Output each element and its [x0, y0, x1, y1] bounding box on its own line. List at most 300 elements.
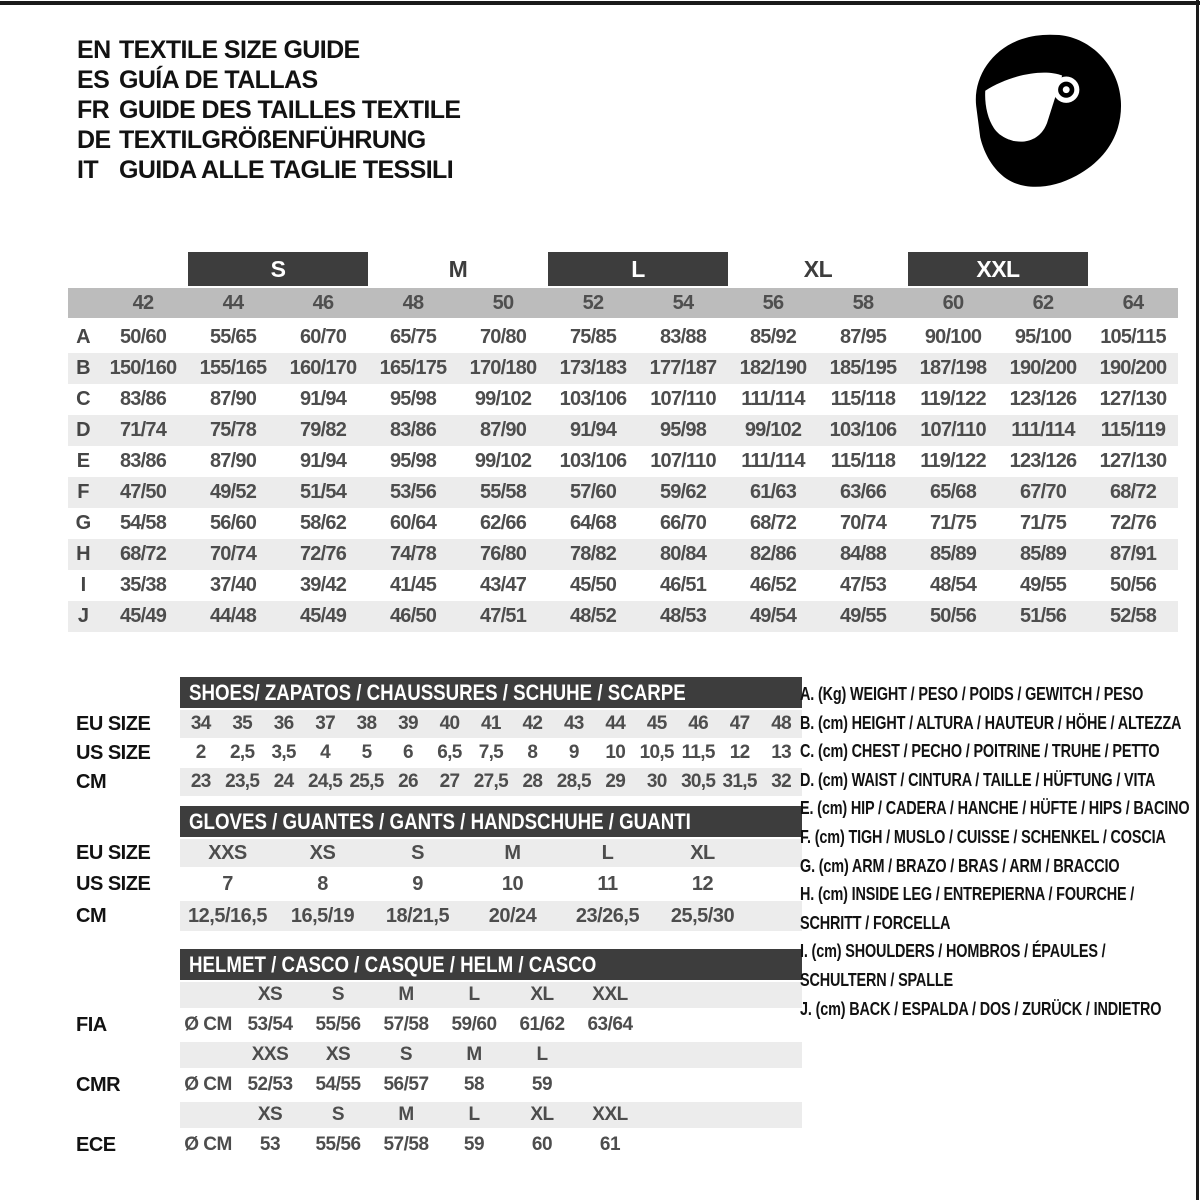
table-cell: 85/89	[1019, 543, 1067, 565]
section-cell: 20/24	[488, 904, 537, 927]
section-row-grid	[180, 710, 802, 738]
language-label: GUIDA ALLE TAGLIE TESSILI	[119, 156, 454, 184]
section-cell: 30	[646, 771, 667, 792]
table-cell: 65/68	[929, 481, 977, 503]
section-cell: 23/26,5	[575, 904, 640, 927]
section-row-label: EU SIZE	[76, 712, 151, 735]
table-cell: 79/82	[299, 419, 347, 441]
section-row-label: US SIZE	[76, 872, 151, 895]
shoes-title: SHOES/ ZAPATOS / CHAUSSURES / SCHUHE / SCARPE	[189, 679, 686, 705]
table-cell: 107/110	[650, 450, 716, 472]
helmet-value-cell: 61	[599, 1134, 621, 1155]
measurement-legend	[800, 680, 1192, 1023]
section-cell: 42	[522, 713, 543, 734]
table-cell: 68/72	[749, 512, 797, 534]
section-cell: 3,5	[271, 742, 296, 763]
helmet-size-label: L	[468, 984, 480, 1005]
section-row-label: CM	[76, 770, 107, 793]
shoes-section	[68, 677, 808, 796]
table-cell: 41/45	[389, 574, 437, 596]
section-cell: 27,5	[473, 771, 508, 792]
helmet-size-label: S	[331, 984, 345, 1005]
table-cell: 85/92	[749, 326, 797, 348]
section-row-band	[180, 1042, 802, 1068]
gloves-header-bar	[180, 806, 802, 837]
language-label: TEXTILGRÖßENFÜHRUNG	[119, 126, 426, 154]
size-column-header: 46	[312, 291, 334, 314]
helmet-size-label: XS	[257, 984, 283, 1005]
helmet-size-row	[68, 1042, 808, 1068]
table-cell: 155/165	[199, 357, 267, 379]
section-row-band	[180, 1128, 802, 1162]
legend-item: E. (cm) HIP / CADERA / HANCHE / HÜFTE / HIPS / BACINO	[800, 797, 1190, 819]
table-cell: 127/130	[1099, 388, 1167, 410]
section-cell: 28	[522, 771, 543, 792]
table-cell: 75/85	[569, 326, 617, 348]
language-list	[77, 38, 461, 182]
table-cell: 70/74	[209, 543, 257, 565]
unit-cell: Ø CM	[184, 1014, 232, 1035]
language-label: GUÍA DE TALLAS	[119, 66, 318, 94]
section-cell: 24	[273, 771, 294, 792]
language-code: DE	[77, 126, 111, 154]
table-cell: 61/63	[749, 481, 797, 503]
size-column-header: 48	[402, 291, 424, 314]
helmet-size-label: L	[468, 1104, 480, 1125]
table-cell: 68/72	[1109, 481, 1157, 503]
size-group-s: S	[188, 252, 368, 286]
section-row-label	[68, 982, 180, 1008]
image-right-border	[1196, 0, 1199, 1200]
helmet-value-row	[68, 1008, 808, 1042]
table-cell: 51/56	[1019, 605, 1067, 627]
helmet-size-label: XL	[530, 1104, 554, 1125]
section-cell: XXS	[208, 841, 247, 864]
section-cell: 7,5	[478, 742, 504, 763]
table-cell: 47/50	[119, 481, 167, 503]
table-cell: 173/183	[559, 357, 627, 379]
section-row-grid	[180, 1042, 644, 1068]
legend-item: A. (Kg) WEIGHT / PESO / POIDS / GEWITCH / PESO	[800, 683, 1144, 704]
table-cell: 44/48	[209, 605, 257, 627]
size-group-l: L	[548, 252, 728, 286]
table-cell: 119/122	[920, 450, 986, 472]
table-cell: 45/50	[569, 574, 617, 596]
helmet-size-label: XXL	[592, 984, 628, 1005]
helmet-value-cell: 63/64	[587, 1014, 633, 1035]
section-row-grid	[180, 839, 750, 867]
table-cell: 60/70	[299, 326, 347, 348]
table-cell: 177/187	[649, 357, 717, 379]
table-cell: 75/78	[209, 419, 257, 441]
language-code: FR	[77, 96, 110, 124]
table-cell: 150/160	[109, 357, 177, 379]
section-cell: 2,5	[230, 742, 255, 763]
legend-item: H. (cm) INSIDE LEG / ENTREPIERNA / FOURCHE / SCHRITT / FORCELLA	[800, 883, 1135, 933]
textile-size-table	[68, 252, 1178, 632]
table-cell: 49/55	[1019, 574, 1067, 596]
section-cell: 10	[501, 872, 524, 895]
section-cell: 5	[361, 742, 372, 763]
legend-item: J. (cm) BACK / ESPALDA / DOS / ZURÜCK / INDIETRO	[800, 997, 1162, 1019]
table-cell: 49/52	[209, 481, 257, 503]
table-cell: 187/198	[919, 357, 987, 379]
row-label: E	[76, 450, 90, 472]
section-cell: XL	[690, 841, 715, 864]
section-row-grid	[180, 1068, 644, 1102]
section-cell: XS	[309, 841, 336, 864]
section-cell: 45	[646, 713, 667, 734]
table-cell: 91/94	[299, 450, 347, 472]
table-cell: 99/102	[474, 388, 532, 410]
language-code: EN	[77, 36, 111, 64]
section-row	[68, 839, 808, 867]
section-row	[68, 867, 808, 901]
section-cell: 4	[320, 742, 331, 763]
size-column-header: 56	[762, 291, 784, 314]
legend-item: D. (cm) WAIST / CINTURA / TAILLE / HÜFTUNG / VITA	[800, 768, 1156, 790]
size-column-header: 52	[582, 291, 604, 314]
table-cell: 47/53	[839, 574, 887, 596]
image-top-border	[0, 1, 1200, 5]
row-label: I	[80, 574, 86, 596]
section-cell: 12	[691, 872, 714, 895]
table-row	[68, 570, 1178, 601]
helmet-value-cell: 59	[531, 1074, 553, 1095]
section-row-grid	[180, 1008, 644, 1042]
table-cell: 55/65	[209, 326, 257, 348]
table-cell: 190/200	[1099, 357, 1167, 379]
table-cell: 59/62	[659, 481, 707, 503]
gloves-title: GLOVES / GUANTES / GANTS / HANDSCHUHE / GUANTI	[189, 808, 691, 834]
section-cell: 39	[398, 713, 418, 734]
racing-helmet-icon	[972, 30, 1124, 207]
table-cell: 76/80	[479, 543, 527, 565]
section-cell: 8	[317, 872, 328, 895]
section-cell: 18/21,5	[385, 904, 450, 927]
table-cell: 49/54	[749, 605, 797, 627]
size-column-header: 58	[852, 291, 874, 314]
table-cell: 90/100	[924, 326, 982, 348]
section-cell: 44	[605, 713, 626, 734]
table-cell: 170/180	[469, 357, 537, 379]
section-cell: 9	[568, 742, 579, 763]
section-row-band	[180, 1008, 802, 1042]
table-cell: 48/53	[659, 605, 707, 627]
section-cell: 9	[412, 872, 423, 895]
section-row-label	[68, 1042, 180, 1068]
section-row-grid	[180, 738, 802, 768]
table-cell: 182/190	[739, 357, 807, 379]
table-cell: 85/89	[929, 543, 977, 565]
table-cell: 45/49	[299, 605, 347, 627]
section-cell: 13	[771, 742, 791, 763]
table-cell: 70/74	[839, 512, 887, 534]
table-row	[68, 477, 1178, 508]
section-row-band	[180, 710, 802, 738]
gloves-section	[68, 806, 808, 931]
section-row	[68, 901, 808, 931]
section-cell: 8	[527, 742, 538, 763]
section-cell: 23	[190, 771, 211, 792]
section-row-label: CM	[76, 904, 107, 927]
section-cell: 10,5	[639, 742, 674, 763]
helmet-size-label: M	[398, 1104, 414, 1125]
helmet-value-cell: 57/58	[383, 1014, 429, 1035]
section-cell: 25,5/30	[670, 904, 735, 927]
table-cell: 45/49	[119, 605, 167, 627]
table-row	[68, 384, 1178, 415]
legend-item: C. (cm) CHEST / PECHO / POITRINE / TRUHE / PETTO	[800, 740, 1160, 762]
section-cell: 24,5	[307, 771, 343, 792]
size-column-header: 60	[942, 291, 964, 314]
table-cell: 95/98	[389, 388, 437, 410]
table-cell: 60/64	[389, 512, 437, 534]
table-cell: 55/58	[479, 481, 527, 503]
row-label: D	[76, 419, 90, 441]
section-cell: 32	[771, 771, 791, 792]
section-cell: 37	[315, 713, 335, 734]
section-row-band	[180, 1102, 802, 1128]
shoes-rows	[68, 710, 808, 796]
table-row	[68, 508, 1178, 539]
table-cell: 105/115	[1100, 326, 1166, 348]
helmet-size-label: S	[399, 1044, 413, 1065]
section-row-label: US SIZE	[76, 741, 151, 764]
helmet-size-label: M	[466, 1044, 482, 1065]
corner-cell	[68, 288, 98, 318]
section-row	[68, 768, 808, 796]
table-cell: 50/60	[119, 326, 167, 348]
helmet-value-cell: 56/57	[383, 1074, 429, 1095]
table-cell: 115/118	[830, 388, 896, 410]
table-cell: 52/58	[1109, 605, 1157, 627]
table-cell: 39/42	[299, 574, 347, 596]
section-cell: 2	[195, 742, 206, 763]
legend-item: B. (cm) HEIGHT / ALTURA / HAUTEUR / HÖHE / ALTEZZA	[800, 711, 1182, 733]
section-cell: 7	[222, 872, 233, 895]
section-cell: 40	[439, 713, 460, 734]
table-cell: 67/70	[1019, 481, 1067, 503]
table-cell: 82/86	[749, 543, 797, 565]
table-cell: 103/106	[559, 450, 627, 472]
table-row	[68, 415, 1178, 446]
table-cell: 115/119	[1100, 419, 1166, 441]
section-row-band	[180, 839, 802, 867]
helmet-value-cell: 52/53	[247, 1074, 293, 1095]
section-row-grid	[180, 1102, 644, 1128]
table-cell: 58/62	[299, 512, 347, 534]
table-row	[68, 539, 1178, 570]
table-cell: 83/86	[389, 419, 437, 441]
section-cell: 43	[563, 713, 584, 734]
row-label: C	[76, 388, 90, 410]
size-group-m: M	[448, 255, 468, 282]
table-cell: 66/70	[659, 512, 707, 534]
table-cell: 95/98	[659, 419, 707, 441]
section-cell: 29	[605, 771, 626, 792]
section-row-band	[180, 768, 802, 796]
section-cell: 10	[605, 742, 626, 763]
helmet-size-label: XL	[530, 984, 554, 1005]
table-cell: 35/38	[119, 574, 167, 596]
size-column-header: 42	[132, 291, 154, 314]
table-row	[68, 601, 1178, 632]
table-cell: 47/51	[479, 605, 527, 627]
table-cell: 103/106	[829, 419, 897, 441]
helmet-size-label: XS	[257, 1104, 283, 1125]
language-code: IT	[77, 156, 99, 184]
language-label: TEXTILE SIZE GUIDE	[119, 36, 360, 64]
table-cell: 103/106	[559, 388, 627, 410]
table-row	[68, 446, 1178, 477]
helmet-value-cell: 53	[259, 1134, 281, 1155]
table-cell: 57/60	[569, 481, 617, 503]
table-cell: 50/56	[1109, 574, 1157, 596]
section-row-band	[180, 867, 802, 901]
table-cell: 91/94	[569, 419, 617, 441]
helmet-section	[68, 949, 808, 1162]
table-cell: 48/52	[569, 605, 617, 627]
section-cell: 28,5	[556, 771, 591, 792]
helmet-size-row	[68, 982, 808, 1008]
section-row-band	[180, 982, 802, 1008]
section-cell: L	[601, 841, 614, 864]
table-cell: 37/40	[209, 574, 257, 596]
table-cell: 87/90	[209, 450, 257, 472]
gloves-rows	[68, 839, 808, 931]
section-cell: 30,5	[681, 771, 716, 792]
table-cell: 115/118	[830, 450, 896, 472]
section-cell: 36	[273, 713, 294, 734]
table-cell: 83/86	[119, 388, 167, 410]
helmet-size-label: XXS	[251, 1044, 289, 1065]
table-cell: 72/76	[299, 543, 347, 565]
table-cell: 71/74	[119, 419, 167, 441]
section-cell: 38	[356, 713, 377, 734]
table-cell: 62/66	[479, 512, 527, 534]
shoes-header-bar	[180, 677, 802, 708]
table-cell: 185/195	[829, 357, 897, 379]
table-cell: 68/72	[119, 543, 167, 565]
table-cell: 83/88	[659, 326, 707, 348]
table-cell: 84/88	[839, 543, 887, 565]
table-cell: 54/58	[119, 512, 167, 534]
row-label: H	[76, 543, 90, 565]
size-column-header: 54	[672, 291, 694, 314]
table-cell: 74/78	[389, 543, 437, 565]
table-cell: 80/84	[659, 543, 707, 565]
helmet-rows	[68, 982, 808, 1162]
helmet-size-label: XS	[325, 1044, 351, 1065]
table-cell: 99/102	[474, 450, 532, 472]
table-cell: 78/82	[569, 543, 617, 565]
table-cell: 119/122	[920, 388, 986, 410]
table-cell: 70/80	[479, 326, 527, 348]
section-cell: 25,5	[349, 771, 384, 792]
table-cell: 46/52	[749, 574, 797, 596]
table-cell: 87/90	[479, 419, 527, 441]
helmet-value-cell: 58	[463, 1074, 485, 1095]
section-cell: 11,5	[681, 742, 715, 763]
standard-label: FIA	[76, 1013, 107, 1036]
section-cell: 27	[439, 771, 460, 792]
table-cell: 46/50	[389, 605, 437, 627]
table-cell: 49/55	[839, 605, 887, 627]
helmet-size-label: M	[398, 984, 414, 1005]
row-label: G	[75, 512, 91, 534]
helmet-size-label: S	[331, 1104, 345, 1125]
standard-label: ECE	[76, 1133, 116, 1156]
section-row	[68, 710, 808, 738]
size-group-xxl: XXL	[908, 252, 1088, 286]
language-label: GUIDE DES TAILLES TEXTILE	[119, 96, 461, 124]
size-column-header: 50	[492, 291, 514, 314]
table-cell: 123/126	[1009, 388, 1077, 410]
section-row-label: EU SIZE	[76, 841, 151, 864]
table-cell: 111/114	[1011, 419, 1075, 441]
table-cell: 111/114	[741, 450, 805, 472]
helmet-value-cell: 54/55	[315, 1074, 361, 1095]
table-cell: 160/170	[289, 357, 357, 379]
table-cell: 91/94	[299, 388, 347, 410]
table-cell: 56/60	[209, 512, 257, 534]
size-number-row	[68, 288, 1178, 318]
table-cell: 123/126	[1009, 450, 1077, 472]
section-cell: 35	[232, 713, 253, 734]
table-cell: 43/47	[479, 574, 527, 596]
table-cell: 71/75	[1019, 512, 1067, 534]
table-row	[68, 322, 1178, 353]
section-row-label	[68, 1102, 180, 1128]
table-cell: 165/175	[379, 357, 447, 379]
table-cell: 99/102	[744, 419, 802, 441]
section-row-band	[180, 1068, 802, 1102]
row-label: A	[76, 326, 90, 348]
section-cell: 6,5	[437, 742, 462, 763]
helmet-value-cell: 60	[531, 1134, 553, 1155]
table-cell: 87/90	[209, 388, 257, 410]
size-column-header: 62	[1032, 291, 1054, 314]
size-column-header: 44	[222, 291, 244, 314]
table-cell: 63/66	[839, 481, 887, 503]
table-cell: 48/54	[929, 574, 977, 596]
standard-label: CMR	[76, 1073, 121, 1096]
section-cell: 16,5/19	[290, 904, 355, 927]
table-cell: 53/56	[389, 481, 437, 503]
helmet-value-cell: 59/60	[451, 1014, 497, 1035]
table-cell: 46/51	[659, 574, 707, 596]
table-cell: 83/86	[119, 450, 167, 472]
helmet-size-label: XXL	[592, 1104, 628, 1125]
helmet-value-row	[68, 1068, 808, 1102]
section-cell: 48	[771, 713, 791, 734]
table-cell: 87/95	[839, 326, 887, 348]
table-cell: 190/200	[1009, 357, 1077, 379]
section-row-grid	[180, 901, 750, 931]
table-cell: 95/98	[389, 450, 437, 472]
section-row	[68, 738, 808, 768]
section-row-band	[180, 901, 802, 931]
helmet-value-cell: 55/56	[315, 1014, 361, 1035]
section-cell: 11	[597, 872, 618, 895]
helmet-header-bar	[180, 949, 802, 980]
table-cell: 111/114	[741, 388, 805, 410]
size-group-row	[68, 252, 1178, 286]
section-cell: S	[411, 841, 424, 864]
table-cell: 127/130	[1099, 450, 1167, 472]
table-cell: 87/91	[1109, 543, 1157, 565]
